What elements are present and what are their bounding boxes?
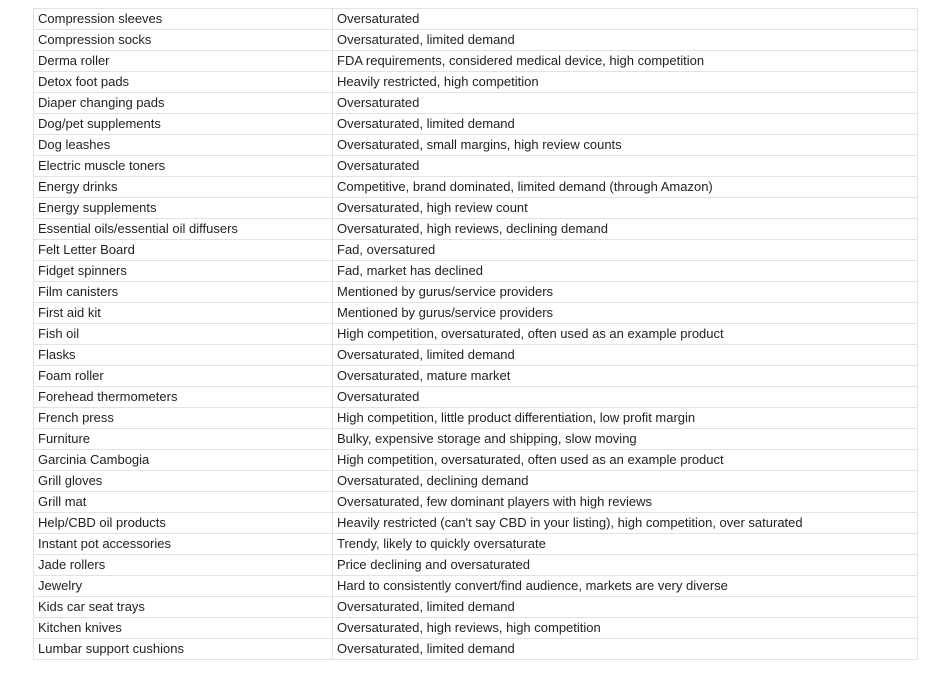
product-cell[interactable]: Compression sleeves <box>34 9 333 30</box>
reason-cell[interactable]: Competitive, brand dominated, limited demand (through Amazon) <box>333 177 918 198</box>
product-cell[interactable]: Energy drinks <box>34 177 333 198</box>
product-cell[interactable]: Jewelry <box>34 576 333 597</box>
table-row <box>34 240 918 261</box>
reason-cell[interactable]: Oversaturated <box>333 156 918 177</box>
reason-cell[interactable]: High competition, little product differentiation, low profit margin <box>333 408 918 429</box>
reason-cell[interactable]: Hard to consistently convert/find audience, markets are very diverse <box>333 576 918 597</box>
reason-cell[interactable]: High competition, oversaturated, often used as an example product <box>333 450 918 471</box>
reason-cell[interactable]: Trendy, likely to quickly oversaturate <box>333 534 918 555</box>
table-row <box>34 345 918 366</box>
product-cell[interactable]: Help/CBD oil products <box>34 513 333 534</box>
product-cell[interactable]: Garcinia Cambogia <box>34 450 333 471</box>
product-cell[interactable]: Essential oils/essential oil diffusers <box>34 219 333 240</box>
product-cell[interactable]: French press <box>34 408 333 429</box>
product-cell[interactable]: Jade rollers <box>34 555 333 576</box>
product-cell[interactable]: Compression socks <box>34 30 333 51</box>
table-row <box>34 324 918 345</box>
table-row <box>34 555 918 576</box>
table-row <box>34 408 918 429</box>
table-row <box>34 513 918 534</box>
table-row <box>34 114 918 135</box>
reason-cell[interactable]: Oversaturated <box>333 9 918 30</box>
table-row <box>34 576 918 597</box>
reason-cell[interactable]: Oversaturated, high reviews, high competition <box>333 618 918 639</box>
reason-cell[interactable]: Oversaturated, high reviews, declining demand <box>333 219 918 240</box>
table-row <box>34 387 918 408</box>
table-row <box>34 156 918 177</box>
product-cell[interactable]: Grill gloves <box>34 471 333 492</box>
table-row <box>34 51 918 72</box>
products-to-avoid-table <box>33 8 918 660</box>
table-body <box>34 9 918 660</box>
reason-cell[interactable]: Oversaturated, high review count <box>333 198 918 219</box>
product-cell[interactable]: Dog leashes <box>34 135 333 156</box>
reason-cell[interactable]: Oversaturated, limited demand <box>333 114 918 135</box>
table-row <box>34 135 918 156</box>
table-row <box>34 639 918 660</box>
table-row <box>34 597 918 618</box>
reason-cell[interactable]: Oversaturated, few dominant players with high reviews <box>333 492 918 513</box>
reason-cell[interactable]: Oversaturated, limited demand <box>333 30 918 51</box>
product-cell[interactable]: Grill mat <box>34 492 333 513</box>
product-cell[interactable]: Kitchen knives <box>34 618 333 639</box>
table-row <box>34 429 918 450</box>
product-cell[interactable]: Lumbar support cushions <box>34 639 333 660</box>
reason-cell[interactable]: Oversaturated, declining demand <box>333 471 918 492</box>
reason-cell[interactable]: Mentioned by gurus/service providers <box>333 303 918 324</box>
reason-cell[interactable]: Oversaturated <box>333 93 918 114</box>
table-row <box>34 492 918 513</box>
reason-cell[interactable]: Oversaturated, limited demand <box>333 345 918 366</box>
product-cell[interactable]: Diaper changing pads <box>34 93 333 114</box>
table-row <box>34 93 918 114</box>
reason-cell[interactable]: Bulky, expensive storage and shipping, slow moving <box>333 429 918 450</box>
reason-cell[interactable]: Heavily restricted, high competition <box>333 72 918 93</box>
product-cell[interactable]: Derma roller <box>34 51 333 72</box>
product-cell[interactable]: Fidget spinners <box>34 261 333 282</box>
product-cell[interactable]: Kids car seat trays <box>34 597 333 618</box>
reason-cell[interactable]: Price declining and oversaturated <box>333 555 918 576</box>
reason-cell[interactable]: Oversaturated, small margins, high review counts <box>333 135 918 156</box>
table-row <box>34 219 918 240</box>
product-cell[interactable]: Electric muscle toners <box>34 156 333 177</box>
table-row <box>34 282 918 303</box>
table-row <box>34 303 918 324</box>
reason-cell[interactable]: Mentioned by gurus/service providers <box>333 282 918 303</box>
reason-cell[interactable]: FDA requirements, considered medical device, high competition <box>333 51 918 72</box>
product-cell[interactable]: Fish oil <box>34 324 333 345</box>
reason-cell[interactable]: Fad, market has declined <box>333 261 918 282</box>
table-row <box>34 366 918 387</box>
product-cell[interactable]: Dog/pet supplements <box>34 114 333 135</box>
reason-cell[interactable]: Oversaturated, limited demand <box>333 639 918 660</box>
reason-cell[interactable]: Heavily restricted (can't say CBD in your listing), high competition, over saturated <box>333 513 918 534</box>
reason-cell[interactable]: Fad, oversatured <box>333 240 918 261</box>
product-cell[interactable]: First aid kit <box>34 303 333 324</box>
reason-cell[interactable]: Oversaturated, limited demand <box>333 597 918 618</box>
table-row <box>34 198 918 219</box>
product-cell[interactable]: Detox foot pads <box>34 72 333 93</box>
table-row <box>34 534 918 555</box>
table-row <box>34 177 918 198</box>
product-cell[interactable]: Furniture <box>34 429 333 450</box>
product-cell[interactable]: Instant pot accessories <box>34 534 333 555</box>
reason-cell[interactable]: Oversaturated, mature market <box>333 366 918 387</box>
product-cell[interactable]: Forehead thermometers <box>34 387 333 408</box>
product-cell[interactable]: Flasks <box>34 345 333 366</box>
table-row <box>34 30 918 51</box>
table-row <box>34 261 918 282</box>
table-row <box>34 9 918 30</box>
product-cell[interactable]: Foam roller <box>34 366 333 387</box>
product-cell[interactable]: Energy supplements <box>34 198 333 219</box>
product-cell[interactable]: Felt Letter Board <box>34 240 333 261</box>
table-row <box>34 450 918 471</box>
reason-cell[interactable]: Oversaturated <box>333 387 918 408</box>
table-row <box>34 618 918 639</box>
table-row <box>34 471 918 492</box>
table-row <box>34 72 918 93</box>
product-cell[interactable]: Film canisters <box>34 282 333 303</box>
reason-cell[interactable]: High competition, oversaturated, often used as an example product <box>333 324 918 345</box>
